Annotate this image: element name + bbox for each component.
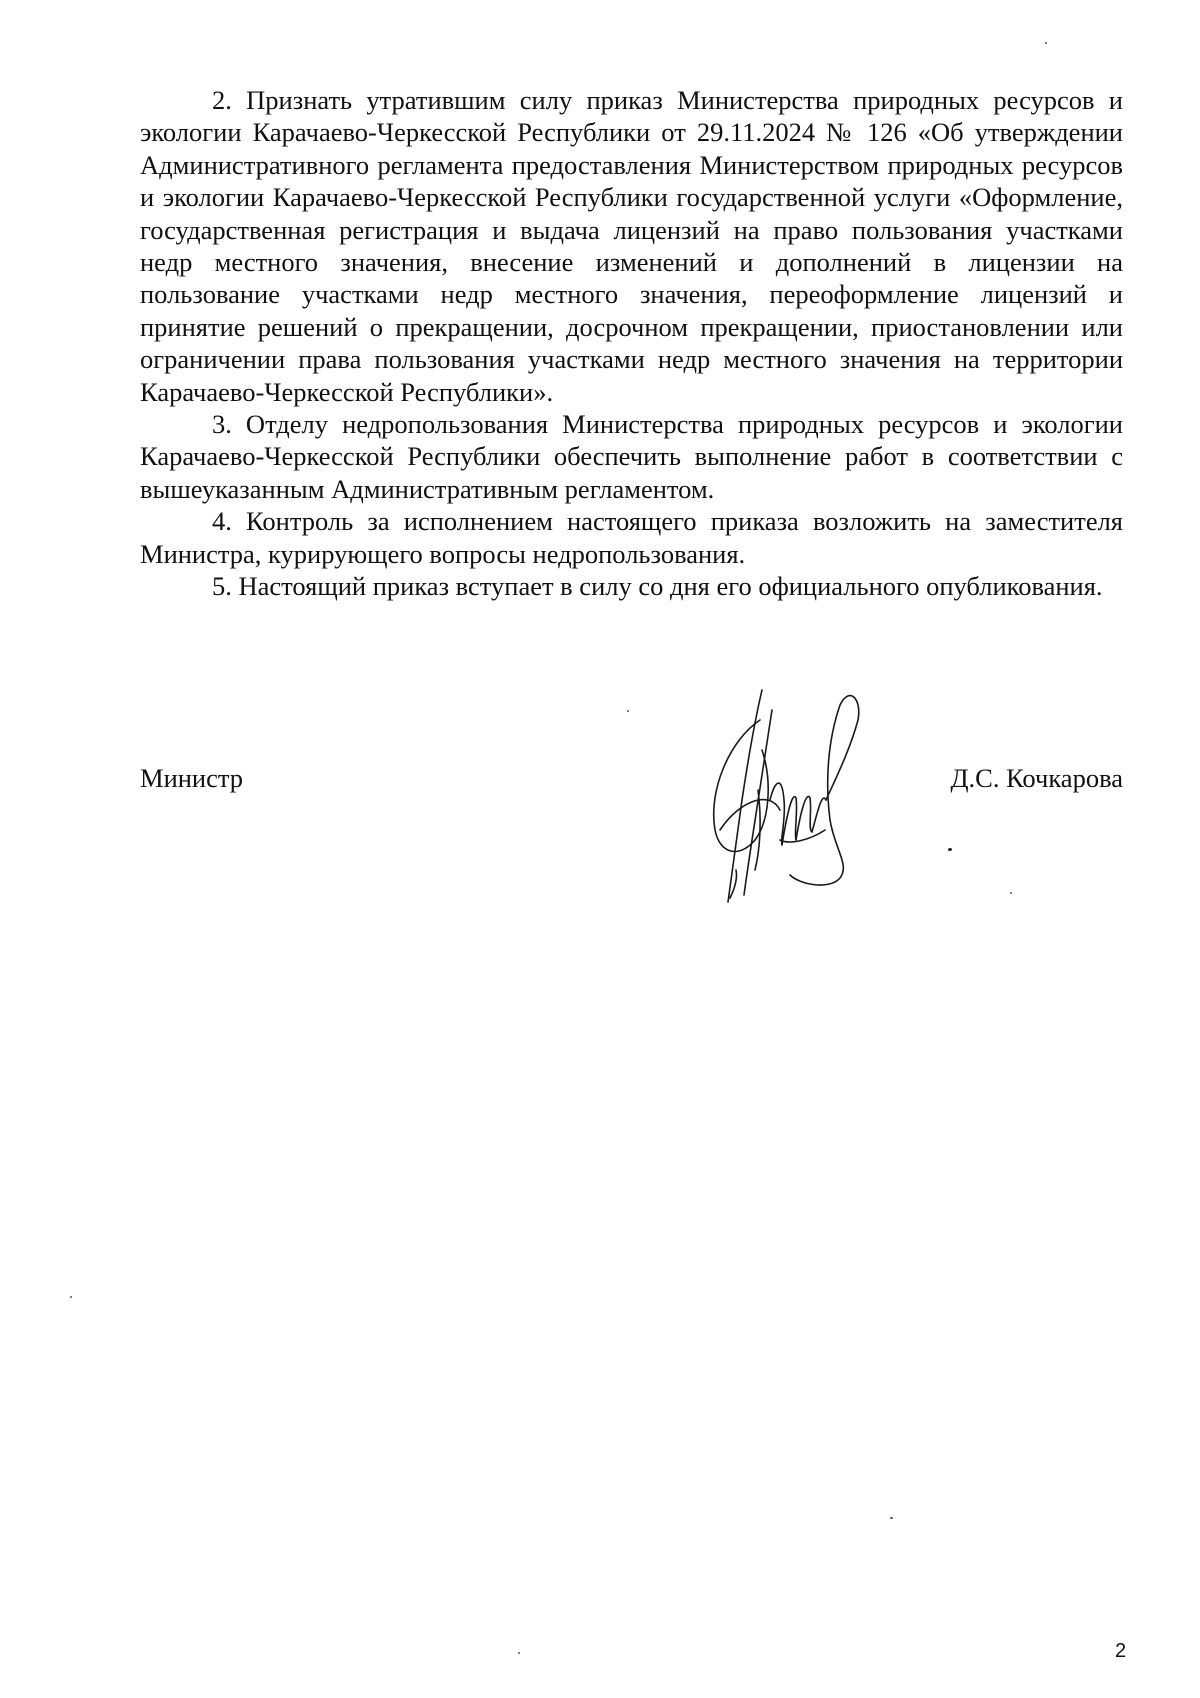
document-body bbox=[140, 84, 1123, 603]
paragraph-4: 4. Контроль за исполнением настоящего приказа возложить на заместителя Министра, курирующего вопросы недропользования. bbox=[140, 506, 1123, 569]
handwritten-signature bbox=[700, 680, 910, 910]
signature-block bbox=[140, 762, 1123, 802]
signatory-title: Министр bbox=[140, 763, 244, 793]
page-number: 2 bbox=[1115, 1640, 1127, 1662]
scan-speck bbox=[70, 1296, 72, 1298]
scan-speck bbox=[890, 1517, 893, 1519]
scan-speck bbox=[518, 1652, 520, 1654]
signatory-name: Д.С. Кочкарова bbox=[950, 763, 1123, 793]
paragraph-2: 2. Признать утратившим силу приказ Министерства природных ресурсов и экологии Карачаево-Черкесской Республики от 29.11.2024 № 126 «Об утверждении Административного регламента предоставления Министерством природных ресурсов и экологии Карачаево-Черкесской Республики государственной услуги «Оформление, государственная регистрация и выдача лицензий на право пользования участками недр местного значения, внесение изменений и дополнений в лицензии на пользование участками недр местного значения, переоформление лицензий и принятие решений о прекращении, досрочном прекращении, приостановлении или ограничении права пользования участками недр местного значения на территории Карачаево-Черкесской Республики». bbox=[140, 85, 1123, 407]
paragraph-3: 3. Отделу недропользования Министерства природных ресурсов и экологии Карачаево-Черкесской Республики обеспечить выполнение работ в соответствии с вышеуказанным Административным регламентом. bbox=[140, 409, 1123, 504]
scan-speck bbox=[1045, 42, 1047, 44]
scan-speck bbox=[1010, 892, 1012, 894]
scan-speck bbox=[627, 710, 629, 712]
paragraph-5: 5. Настоящий приказ вступает в силу со дня его официального опубликования. bbox=[212, 571, 1103, 602]
scan-speck bbox=[948, 848, 952, 851]
